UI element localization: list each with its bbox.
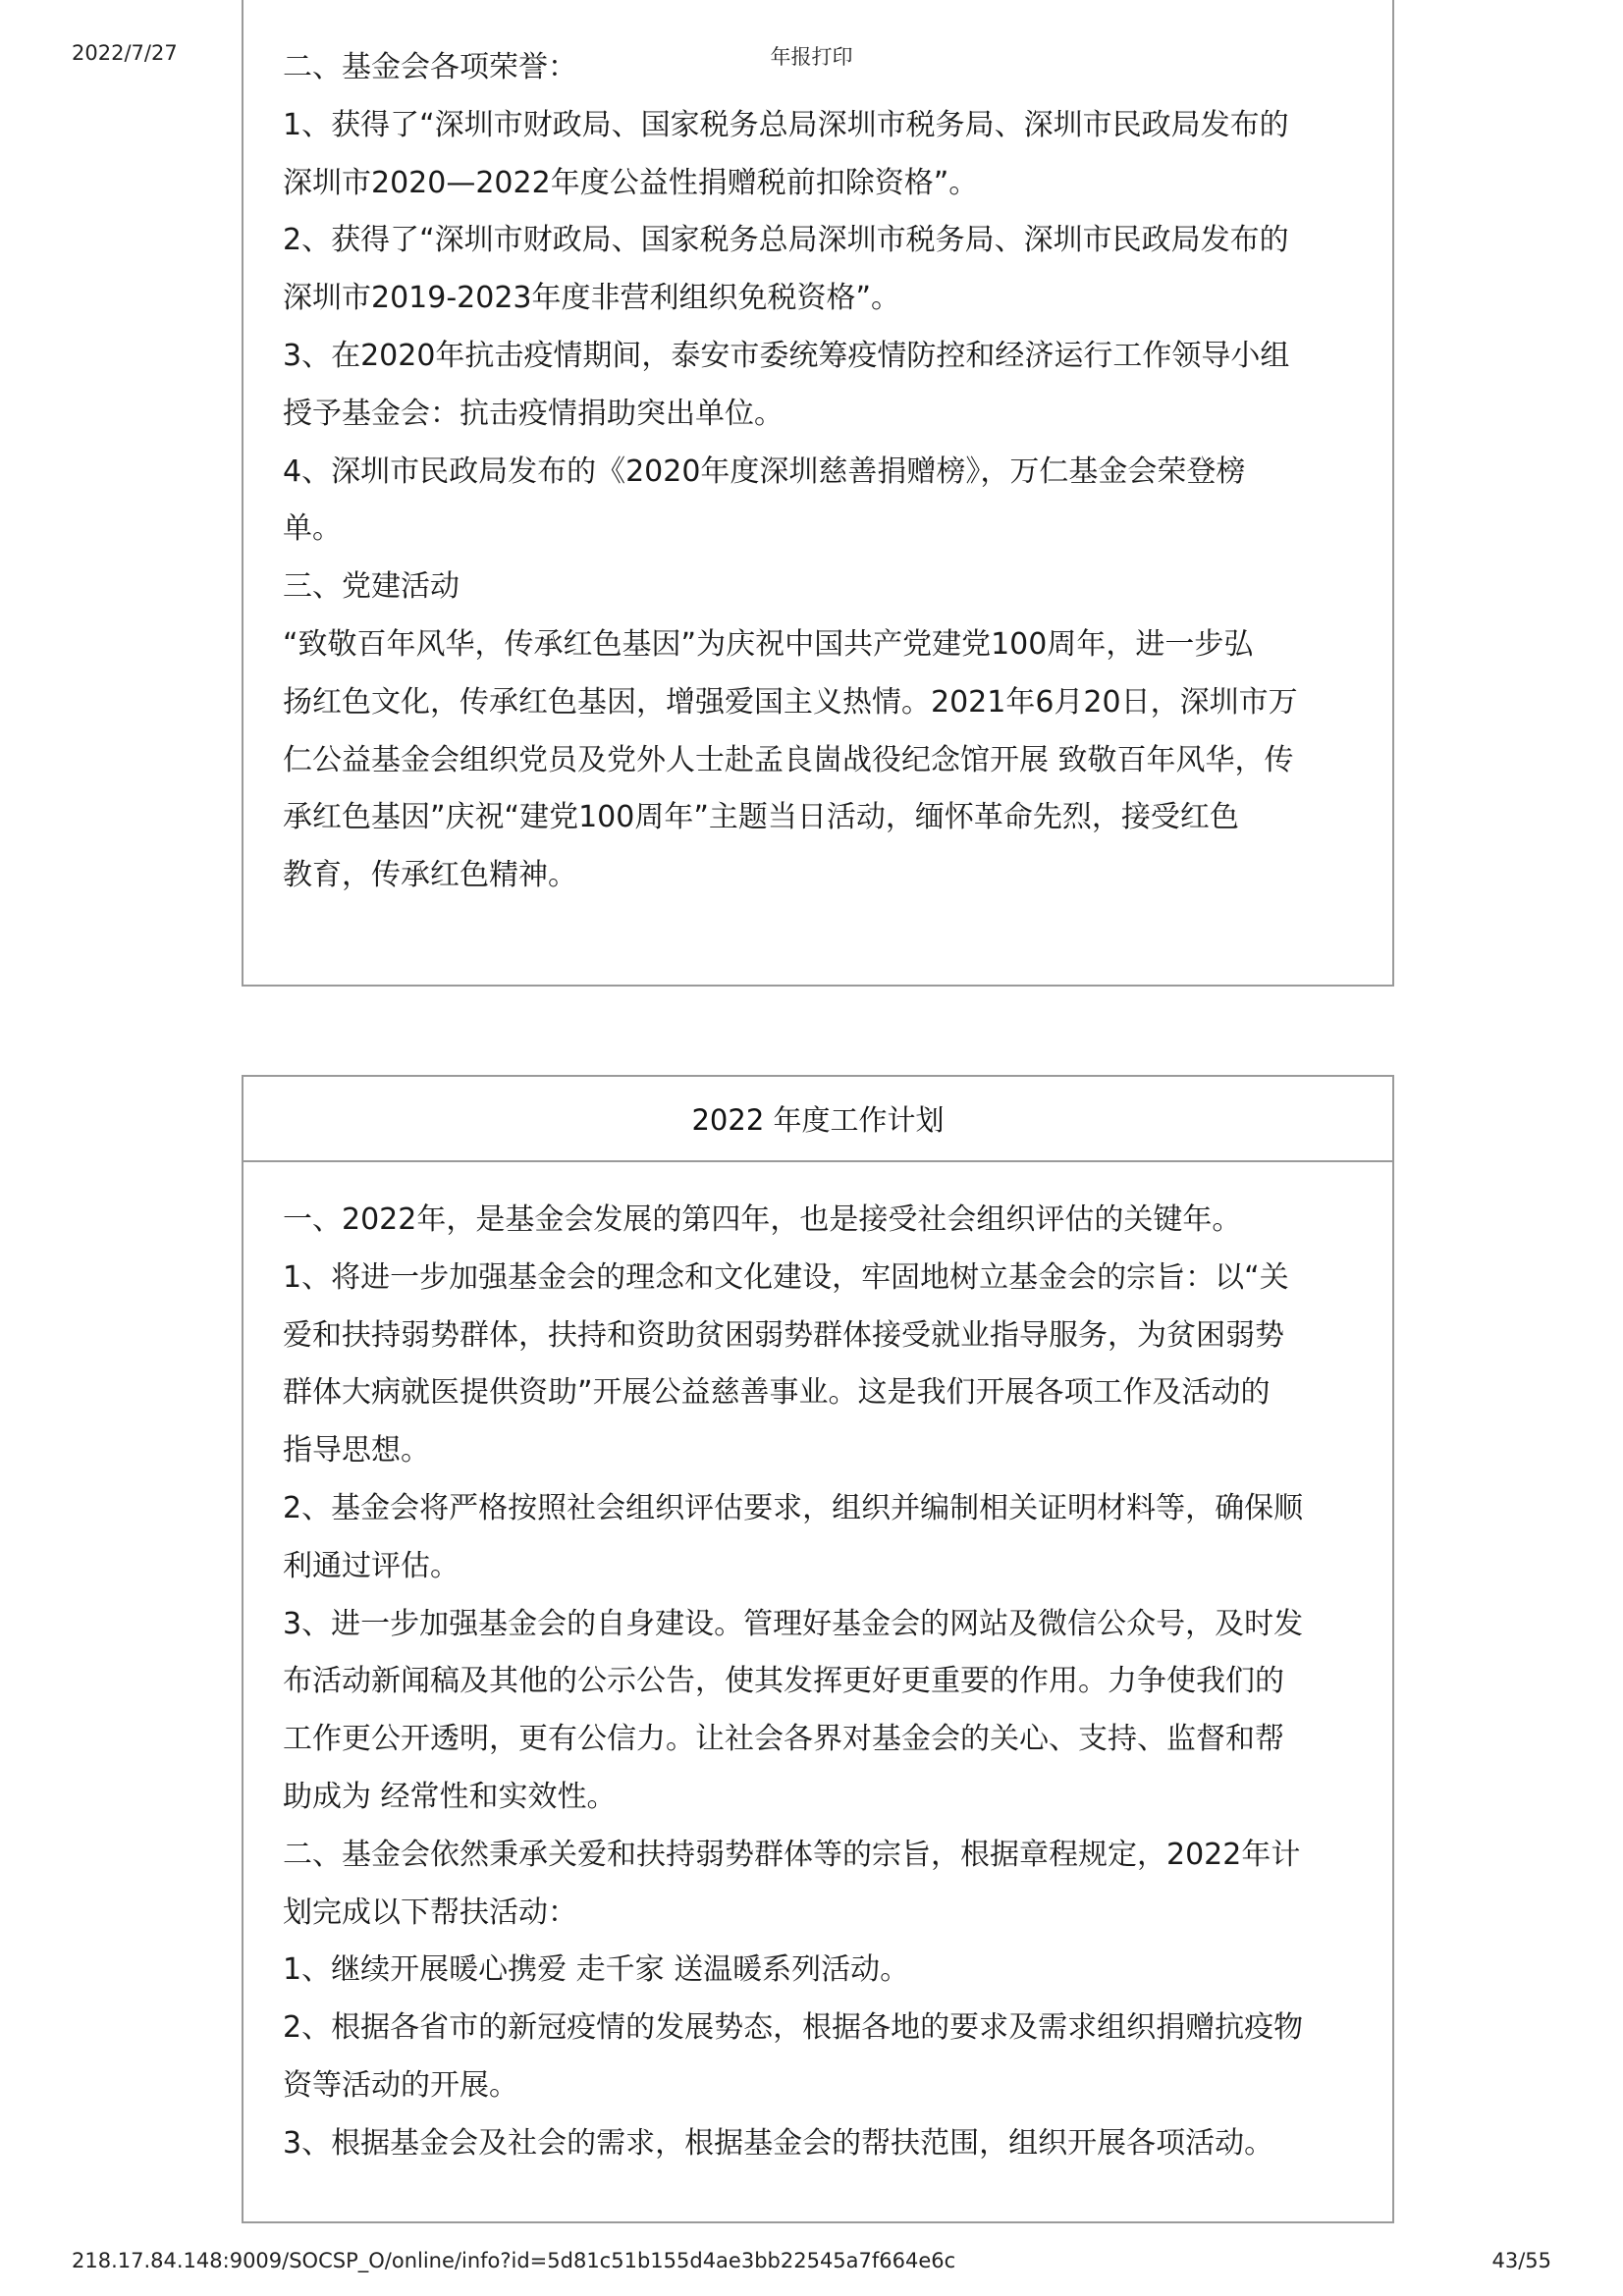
text-line: 单。	[283, 511, 342, 547]
text-line: 仁公益基金会组织党员及党外人士赴孟良崮战役纪念馆开展 致敬百年风华，传	[283, 742, 1294, 777]
text-line: 爱和扶持弱势群体，扶持和资助贫困弱势群体接受就业指导服务，为贫困弱势	[283, 1317, 1284, 1353]
text-line: 二、基金会依然秉承关爱和扶持弱势群体等的宗旨，根据章程规定，2022年计	[283, 1837, 1301, 1872]
work-plan-content	[243, 1162, 1392, 2173]
text-line: 承红色基因”庆祝“建党100周年”主题当日活动，缅怀革命先烈，接受红色	[283, 800, 1239, 835]
work-plan-section	[242, 1075, 1394, 2223]
text-line: 利通过评估。	[283, 1548, 460, 1583]
text-line: 4、深圳市民政局发布的《2020年度深圳慈善捐赠榜》，万仁基金会荣登榜	[283, 454, 1246, 489]
text-line: 助成为 经常性和实效性。	[283, 1779, 617, 1814]
text-line: 资等活动的开展。	[283, 2067, 518, 2103]
text-line: 2、基金会将严格按照社会组织评估要求，组织并编制相关证明材料等，确保顺	[283, 1490, 1304, 1525]
text-line: “致敬百年风华，传承红色基因”为庆祝中国共产党建党100周年，进一步弘	[283, 626, 1254, 662]
text-line: 群体大病就医提供资助”开展公益慈善事业。这是我们开展各项工作及活动的	[283, 1375, 1271, 1411]
honors-section	[242, 0, 1394, 987]
text-line: 3、根据基金会及社会的需求，根据基金会的帮扶范围，组织开展各项活动。	[283, 2125, 1274, 2161]
text-line: 深圳市2020—2022年度公益性捐赠税前扣除资格”。	[283, 165, 979, 200]
text-line: 3、进一步加强基金会的自身建设。管理好基金会的网站及微信公众号，及时发	[283, 1606, 1304, 1641]
footer-page-number: 43/55	[1491, 2249, 1551, 2272]
text-line: 一、2022年，是基金会发展的第四年，也是接受社会组织评估的关键年。	[283, 1202, 1242, 1237]
text-line: 授予基金会：抗击疫情捐助突出单位。	[283, 396, 784, 431]
text-line: 扬红色文化，传承红色基因，增强爱国主义热情。2021年6月20日，深圳市万	[283, 684, 1298, 720]
header-date: 2022/7/27	[72, 41, 178, 65]
text-line: 布活动新闻稿及其他的公示公告，使其发挥更好更重要的作用。力争使我们的	[283, 1664, 1284, 1699]
text-line: 工作更公开透明，更有公信力。让社会各界对基金会的关心、支持、监督和帮	[283, 1722, 1284, 1757]
text-line: 指导思想。	[283, 1433, 430, 1468]
text-line: 1、获得了“深圳市财政局、国家税务总局深圳市税务局、深圳市民政局发布的	[283, 107, 1289, 142]
header-title: 年报打印	[770, 45, 853, 69]
text-line: 1、将进一步加强基金会的理念和文化建设，牢固地树立基金会的宗旨：以“关	[283, 1259, 1289, 1295]
text-line: 二、基金会各项荣誉：	[283, 50, 577, 84]
text-line: 1、继续开展暖心携爱 走千家 送温暖系列活动。	[283, 1952, 910, 1988]
text-line: 2、获得了“深圳市财政局、国家税务总局深圳市税务局、深圳市民政局发布的	[283, 223, 1289, 258]
work-plan-title: 2022 年度工作计划	[243, 1077, 1392, 1162]
text-line: 2、根据各省市的新冠疫情的发展势态，根据各地的要求及需求组织捐赠抗疫物	[283, 2010, 1304, 2046]
text-line: 3、在2020年抗击疫情期间，泰安市委统筹疫情防控和经济运行工作领导小组	[283, 338, 1290, 373]
text-line: 划完成以下帮扶活动：	[283, 1895, 577, 1930]
text-line: 教育，传承红色精神。	[283, 858, 577, 893]
honors-content	[243, 0, 1392, 905]
text-line: 深圳市2019-2023年度非营利组织免税资格”。	[283, 281, 901, 316]
footer-url: 218.17.84.148:9009/SOCSP_O/online/info?id=5d81c51b155d4ae3bb22545a7f664e6c	[72, 2249, 956, 2272]
text-line: 三、党建活动	[283, 569, 460, 605]
